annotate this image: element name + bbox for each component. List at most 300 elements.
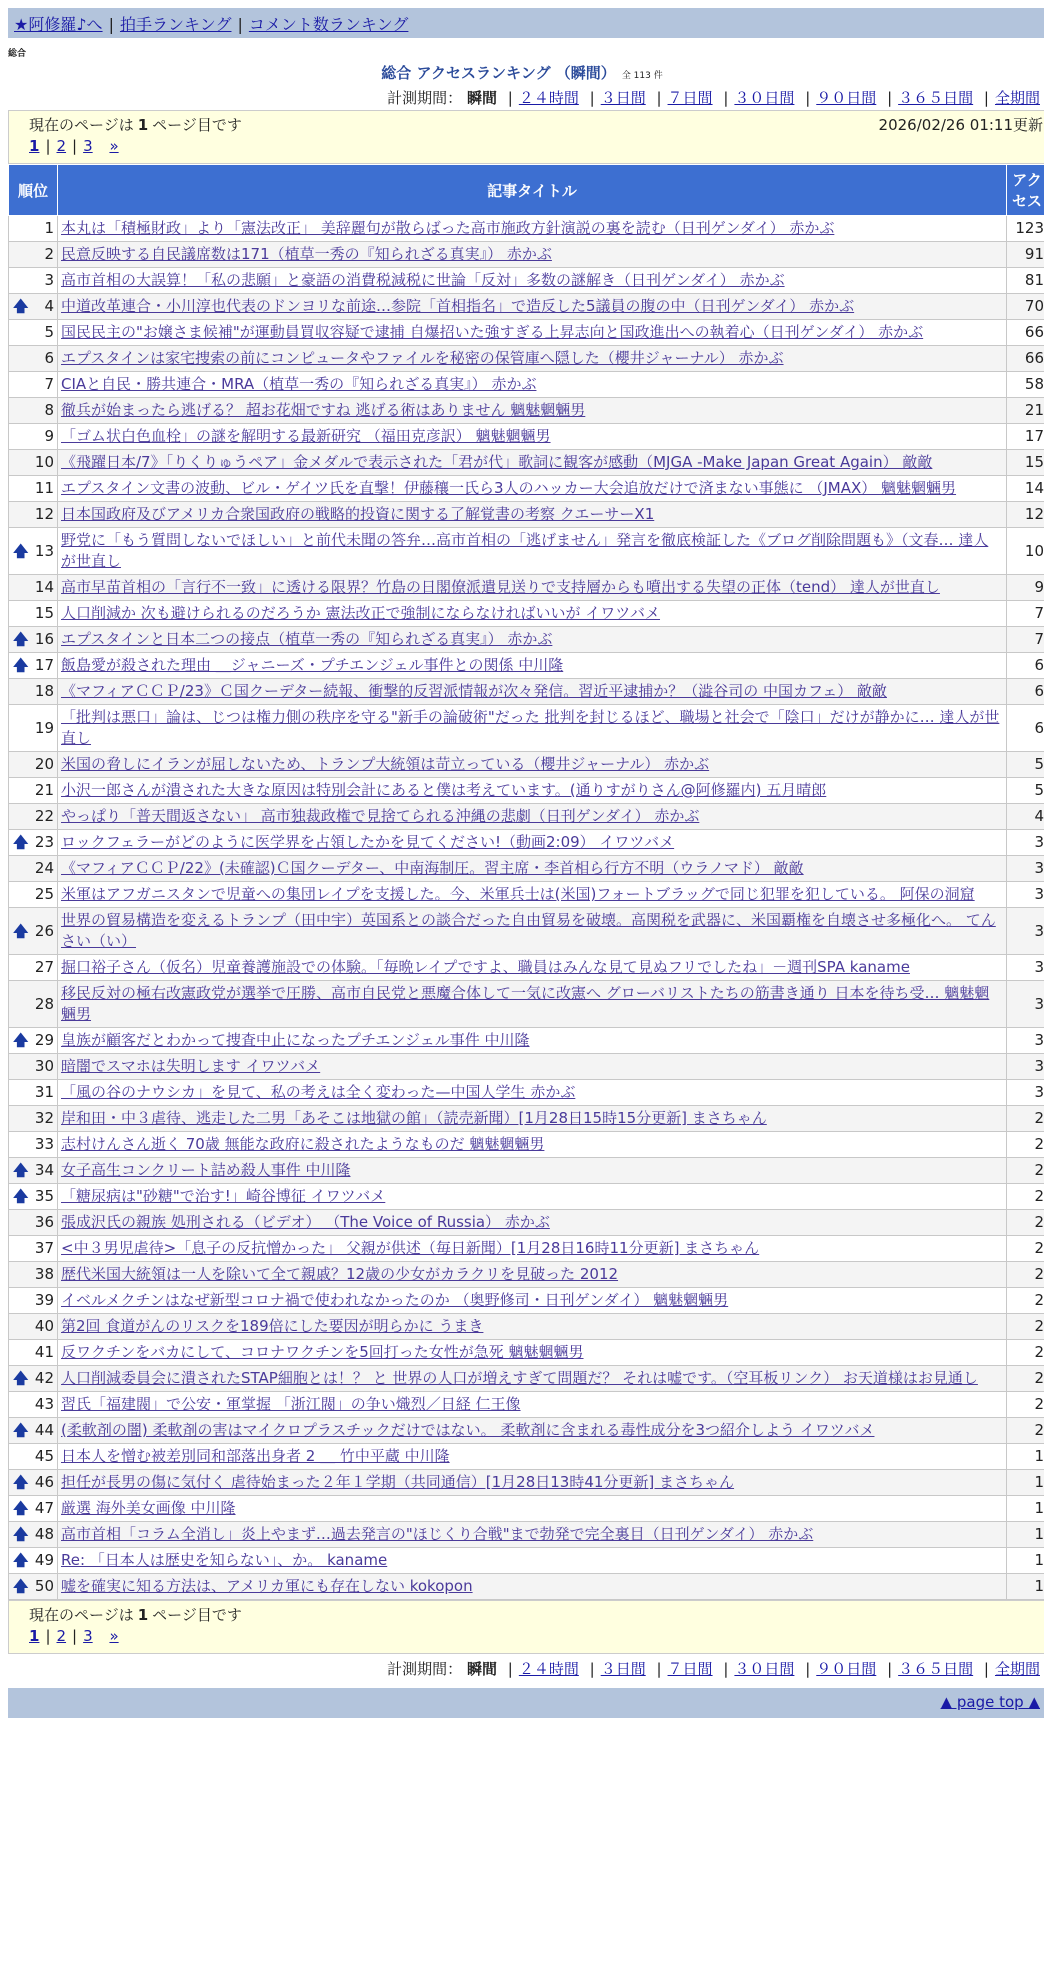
rank-up-arrow-icon: 🡅: [13, 1187, 29, 1205]
table-row: [9, 1054, 1044, 1080]
period-link-7d[interactable]: ７日間: [667, 89, 713, 107]
rank-cell: [9, 1418, 58, 1444]
rank-cell: [9, 955, 58, 981]
rank-cell: [9, 294, 58, 320]
access-count: 6: [1007, 679, 1044, 705]
rank-number: 23: [34, 833, 54, 851]
access-count: 81: [1007, 268, 1044, 294]
page-link-2[interactable]: 2: [56, 137, 67, 155]
access-count: 2: [1007, 1262, 1044, 1288]
rank-number: 25: [34, 885, 54, 903]
article-link[interactable]: (柔軟剤の闇) 柔軟剤の害はマイクロプラスチックだけではない。 柔軟剤に含まれる毒性成分を3つ紹介しよう イワツバメ: [61, 1421, 875, 1439]
title-cell: [58, 705, 1007, 752]
table-row: [9, 528, 1044, 575]
rank-cell: [9, 424, 58, 450]
table-row: [9, 1158, 1044, 1184]
rank-number: 28: [34, 994, 54, 1013]
rank-cell: [9, 830, 58, 856]
nav-separator: |: [237, 15, 243, 34]
article-link[interactable]: CIAと自民・勝共連合・MRA（植草一秀の『知られざる真実』） 赤かぶ: [61, 375, 537, 393]
access-count: 2: [1007, 1158, 1044, 1184]
clap-ranking-link[interactable]: 拍手ランキング: [119, 15, 232, 34]
article-link[interactable]: 「風の谷のナウシカ」を見て、私の考えは全く変わった—中国人学生 赤かぶ: [61, 1083, 576, 1101]
rank-up-arrow-icon: 🡅: [13, 541, 29, 560]
article-link[interactable]: 《マフィアＣＣＰ/22》(未確認)Ｃ国クーデター、中南海制圧。習主席・李首相ら行方不明（ウラノマド） 敵敵: [61, 859, 804, 877]
title-cell: [58, 575, 1007, 601]
access-count: 2: [1007, 1418, 1044, 1444]
rank-cell: [9, 476, 58, 502]
rank-up-arrow-icon: 🡅: [13, 1031, 29, 1049]
article-link[interactable]: 《飛躍日本/7》「りくりゅうペア」金メダルで表示された「君が代」歌詞に観客が感動（MJGA -Make Japan Great Again） 敵敵: [61, 453, 933, 471]
rank-number: 30: [34, 1057, 54, 1075]
article-link[interactable]: 野党に「もう質問しないでほしい」と前代未聞の答弁…高市首相の「逃げません」発言を徹底検証した《ブログ削除問題も》（文春… 達人が世直し: [61, 531, 989, 570]
title-cell: [58, 1496, 1007, 1522]
period-link-365d[interactable]: ３６５日間: [898, 89, 974, 107]
article-link[interactable]: 米軍はアフガニスタンで児童への集団レイプを支援した。今、米軍兵士は(米国)フォートブラッグで同じ犯罪を犯している。 阿保の洞窟: [61, 885, 975, 903]
rank-number: 7: [44, 375, 54, 393]
rank-cell: [9, 778, 58, 804]
rank-number: 16: [34, 630, 54, 648]
table-row: [9, 882, 1044, 908]
title-cell: [58, 778, 1007, 804]
access-count: 70: [1007, 294, 1044, 320]
title-cell: [58, 955, 1007, 981]
rank-column-header: 順位: [9, 165, 58, 216]
article-link[interactable]: 嘘を確実に知る方法は、アメリカ軍にも存在しない kokopon: [61, 1577, 473, 1595]
rank-cell: [9, 882, 58, 908]
access-count: 5: [1007, 752, 1044, 778]
article-link[interactable]: 掘口裕子さん（仮名）児童養護施設での体験。「毎晩レイプですよ、職員はみんな見て見ぬフリでしたね」－週刊SPA kaname: [61, 958, 910, 976]
access-count: 3: [1007, 955, 1044, 981]
table-row: [9, 268, 1044, 294]
table-row: [9, 1184, 1044, 1210]
access-count: 2: [1007, 1236, 1044, 1262]
page-title: [0, 62, 1044, 83]
rank-up-arrow-icon: 🡅: [13, 1161, 29, 1179]
title-cell: [58, 653, 1007, 679]
table-row: [9, 1522, 1044, 1548]
rank-number: 38: [34, 1265, 54, 1283]
table-row: [9, 627, 1044, 653]
rank-number: 15: [34, 604, 54, 622]
rank-cell: [9, 653, 58, 679]
period-link-7d[interactable]: ７日間: [667, 1660, 713, 1678]
page-link-next[interactable]: »: [109, 1627, 119, 1645]
access-count: 3: [1007, 1028, 1044, 1054]
rank-up-arrow-icon: 🡅: [13, 1421, 29, 1439]
access-count: 3: [1007, 1080, 1044, 1106]
article-link[interactable]: 国民民主の"お嬢さま候補"が運動員買収容疑で逮捕 自爆招いた強すぎる上昇志向と国政進出への執着心（日刊ゲンダイ） 赤かぶ: [61, 323, 924, 341]
title-cell: [58, 908, 1007, 955]
access-count: 6: [1007, 705, 1044, 752]
table-row: [9, 908, 1044, 955]
title-cell: [58, 1080, 1007, 1106]
access-count: 2: [1007, 1366, 1044, 1392]
rank-number: 22: [34, 807, 54, 825]
title-cell: [58, 1366, 1007, 1392]
table-row: [9, 320, 1044, 346]
rank-up-arrow-icon: 🡅: [13, 921, 29, 940]
page-link-3[interactable]: 3: [83, 137, 93, 155]
rank-cell: [9, 1444, 58, 1470]
title-cell: [58, 1288, 1007, 1314]
access-count: 3: [1007, 981, 1044, 1028]
access-count: 3: [1007, 830, 1044, 856]
rank-number: 47: [34, 1499, 54, 1517]
bottom-bar: [8, 1688, 1044, 1718]
article-link[interactable]: 日本人を憎む被差別同和部落出身者 2 ＿ 竹中平蔵 中川隆: [61, 1447, 450, 1465]
title-cell: [58, 372, 1007, 398]
title-column-header: 記事タイトル: [58, 165, 1007, 216]
page-link-current[interactable]: 1: [29, 1627, 40, 1645]
table-header-row: [9, 165, 1044, 216]
page-top-link[interactable]: ▲ page top ▲: [940, 1693, 1040, 1711]
period-link-30d[interactable]: ３０日間: [734, 89, 795, 107]
page-status-top: [8, 110, 1044, 164]
rank-number: 13: [34, 541, 54, 560]
rank-number: 36: [34, 1213, 54, 1231]
article-link[interactable]: 習氏「福建閥」で公安・軍掌握 「浙江閥」の争い熾烈／日経 仁王像: [61, 1395, 521, 1413]
rank-up-arrow-icon: 🡅: [13, 656, 29, 674]
access-count: 1: [1007, 1548, 1044, 1574]
access-count: 1: [1007, 1496, 1044, 1522]
rank-cell: [9, 268, 58, 294]
rank-cell: [9, 1574, 58, 1600]
access-count: 3: [1007, 882, 1044, 908]
rank-number: 21: [34, 781, 54, 799]
title-cell: [58, 752, 1007, 778]
rank-cell: [9, 705, 58, 752]
comment-ranking-link[interactable]: コメント数ランキング: [248, 15, 409, 34]
table-row: [9, 804, 1044, 830]
article-link[interactable]: 志村けんさん逝く 70歳 無能な政府に殺されたようなものだ 魑魅魍魎男: [61, 1135, 545, 1153]
table-row: [9, 601, 1044, 627]
rank-number: 50: [34, 1577, 54, 1595]
title-cell: [58, 1340, 1007, 1366]
period-link-all[interactable]: 全期間: [994, 1660, 1040, 1678]
rank-cell: [9, 601, 58, 627]
rank-cell: [9, 528, 58, 575]
rank-cell: [9, 1080, 58, 1106]
table-row: [9, 1340, 1044, 1366]
table-row: [9, 679, 1044, 705]
article-link[interactable]: 中道改革連合・小川淳也代表のドンヨリな前途…参院「首相指名」で造反した5議員の腹の中（日刊ゲンダイ） 赤かぶ: [61, 297, 855, 315]
period-selector-bottom: 計測期間： 瞬間 | ２４時間 | ３日間 | ７日間 | ３０日間 | ９０日間 | ３６５日間 | 全期間: [387, 1660, 1040, 1678]
total-count: 全 113 件: [621, 71, 663, 81]
rank-cell: [9, 320, 58, 346]
rank-number: 35: [34, 1187, 54, 1205]
rank-number: 26: [34, 921, 54, 940]
access-count: 2: [1007, 1210, 1044, 1236]
table-row: [9, 502, 1044, 528]
rank-cell: [9, 1054, 58, 1080]
rank-cell: [9, 908, 58, 955]
title-cell: [58, 1574, 1007, 1600]
title-cell: [58, 830, 1007, 856]
table-row: [9, 1288, 1044, 1314]
article-link[interactable]: 「ゴム状白色血栓」の謎を解明する最新研究 （福田克彦訳） 魑魅魍魎男: [61, 427, 551, 445]
title-cell: [58, 1470, 1007, 1496]
title-cell: [58, 1444, 1007, 1470]
rank-cell: [9, 502, 58, 528]
rank-number: 5: [44, 323, 54, 341]
table-row: [9, 242, 1044, 268]
article-link[interactable]: 反ワクチンをバカにして、コロナワクチンを5回打った女性が急死 魑魅魍魎男: [61, 1343, 584, 1361]
table-row: [9, 1574, 1044, 1600]
rank-up-arrow-icon: 🡅: [13, 1551, 29, 1569]
article-link[interactable]: 徹兵が始まったら逃げる？ 超お花畑ですね 逃げる術はありません 魑魅魍魎男: [61, 401, 586, 419]
title-cell: [58, 476, 1007, 502]
article-link[interactable]: Re: 「日本人は歴史を知らない」、か。 kaname: [61, 1551, 388, 1569]
title-cell: [58, 398, 1007, 424]
access-count: 3: [1007, 908, 1044, 955]
article-link[interactable]: 張成沢氏の親族 処刑される（ビデオ） （The Voice of Russia） 赤かぶ: [61, 1213, 550, 1231]
table-row: [9, 1366, 1044, 1392]
rank-number: 33: [34, 1135, 54, 1153]
access-count: 7: [1007, 627, 1044, 653]
rank-cell: [9, 1236, 58, 1262]
rank-up-arrow-icon: 🡅: [13, 1473, 29, 1491]
table-row: [9, 1496, 1044, 1522]
article-link[interactable]: 小沢一郎さんが潰された大きな原因は特別会計にあると僕は考えています。(通りすがりさん@阿修羅内) 五月晴郎: [61, 781, 827, 799]
rank-cell: [9, 242, 58, 268]
article-link[interactable]: 高市早苗首相の「言行不一致」に透ける限界？竹島の日閣僚派遣見送りで支持層からも噴出する失望の正体（tend） 達人が世直し: [61, 578, 940, 596]
table-row: [9, 1262, 1044, 1288]
rank-cell: [9, 1496, 58, 1522]
rank-cell: [9, 398, 58, 424]
access-count: 1: [1007, 1444, 1044, 1470]
rank-cell: [9, 1340, 58, 1366]
title-cell: [58, 1262, 1007, 1288]
title-cell: [58, 268, 1007, 294]
title-cell: [58, 1184, 1007, 1210]
ranking-title: 総合 アクセスランキング （瞬間）: [381, 64, 616, 82]
page-link-current[interactable]: 1: [29, 137, 40, 155]
article-link[interactable]: 民意反映する自民議席数は171（植草一秀の『知られざる真実』） 赤かぶ: [61, 245, 552, 263]
table-row: [9, 424, 1044, 450]
period-label: 計測期間：: [387, 89, 463, 107]
article-link[interactable]: 岸和田・中３虐待、逃走した二男「あそこは地獄の館」（読売新聞）[1月28日15時15分更新] まさちゃん: [61, 1109, 767, 1127]
table-row: [9, 1132, 1044, 1158]
table-row: [9, 1080, 1044, 1106]
article-link[interactable]: 歴代米国大統領は一人を除いて全て親戚？12歳の少女がカラクリを見破った 2012: [61, 1265, 619, 1283]
title-cell: [58, 424, 1007, 450]
ranking-table: [8, 164, 1044, 1600]
current-page-text: 現在のページは 1 ページ目です: [29, 1606, 242, 1624]
rank-cell: [9, 1158, 58, 1184]
title-cell: [58, 882, 1007, 908]
table-row: [9, 653, 1044, 679]
period-link-24h[interactable]: ２４時間: [518, 1660, 579, 1678]
access-count: 2: [1007, 1314, 1044, 1340]
title-cell: [58, 320, 1007, 346]
title-cell: [58, 1522, 1007, 1548]
article-link[interactable]: 「批判は悪口」論は、じつは権力側の秩序を守る"新手の論破術"だった 批判を封じるほど、職場と社会で「陰口」だけが静かに… 達人が世直し: [61, 708, 1000, 747]
access-count: 3: [1007, 856, 1044, 882]
rank-cell: [9, 981, 58, 1028]
rank-number: 48: [34, 1525, 54, 1543]
period-link-3d[interactable]: ３日間: [600, 89, 646, 107]
title-cell: [58, 1314, 1007, 1340]
pagination-top: 1 | 2 | 3 »: [29, 137, 119, 155]
title-cell: [58, 856, 1007, 882]
access-count: 2: [1007, 1132, 1044, 1158]
rank-cell: [9, 1470, 58, 1496]
rank-up-arrow-icon: 🡅: [13, 297, 29, 315]
rank-cell: [9, 856, 58, 882]
rank-cell: [9, 752, 58, 778]
period-link-30d[interactable]: ３０日間: [734, 1660, 795, 1678]
home-link[interactable]: ★阿修羅♪へ: [14, 15, 103, 34]
article-link[interactable]: 米国の脅しにイランが屈しないため、トランプ大統領は苛立っている（櫻井ジャーナル） 赤かぶ: [61, 755, 710, 773]
table-row: [9, 1106, 1044, 1132]
period-selector-top: 計測期間： 瞬間 | ２４時間 | ３日間 | ７日間 | ３０日間 | ９０日間 | ３６５日間 | 全期間: [387, 89, 1040, 107]
table-row: [9, 778, 1044, 804]
rank-number: 12: [34, 505, 54, 523]
table-row: [9, 1444, 1044, 1470]
title-cell: [58, 346, 1007, 372]
article-link[interactable]: 本丸は「積極財政」より「憲法改正」 美辞麗句が散らばった高市施政方針演説の裏を読む（日刊ゲンダイ） 赤かぶ: [61, 219, 835, 237]
table-row: [9, 1314, 1044, 1340]
top-nav-bar: [8, 8, 1044, 38]
rank-number: 37: [34, 1239, 54, 1257]
rank-number: 10: [34, 453, 54, 471]
article-link[interactable]: エプスタイン文書の波動、ビル・ゲイツ氏を直撃！伊藤穰一氏ら3人のハッカー大会追放だけで済まない事態に （JMAX） 魑魅魍魎男: [61, 479, 957, 497]
access-count: 3: [1007, 1054, 1044, 1080]
title-cell: [58, 1210, 1007, 1236]
article-link[interactable]: 高市首相「コラム全消し」炎上やまず…過去発言の"ほじくり合戦"まで勃発で完全裏目（日刊ゲンダイ） 赤かぶ: [61, 1525, 814, 1543]
article-link[interactable]: エプスタインは家宅捜索の前にコンピュータやファイルを秘密の保管庫へ隠した（櫻井ジャーナル） 赤かぶ: [61, 349, 784, 367]
title-cell: [58, 1054, 1007, 1080]
title-cell: [58, 1028, 1007, 1054]
table-row: [9, 1470, 1044, 1496]
article-link[interactable]: ロックフェラーがどのように医学界を占領したかを見てください!（動画2:09） イワツバメ: [61, 833, 675, 851]
article-link[interactable]: <中３男児虐待>「息子の反抗憎かった」 父親が供述（毎日新聞）[1月28日16時11分更新] まさちゃん: [61, 1239, 760, 1257]
rank-number: 24: [34, 859, 54, 877]
article-link[interactable]: 皇族が顧客だとわかって捜査中止になったプチエンジェル事件 中川隆: [61, 1031, 530, 1049]
rank-up-arrow-icon: 🡅: [13, 630, 29, 648]
article-link[interactable]: 担任が長男の傷に気付く 虐待始まった２年１学期（共同通信）[1月28日13時41分更新] まさちゃん: [61, 1473, 735, 1491]
pagination-bottom: 1 | 2 | 3 »: [29, 1627, 119, 1645]
updated-timestamp: 2026/02/26 01:11更新: [878, 116, 1043, 134]
rank-up-arrow-icon: 🡅: [13, 833, 29, 851]
article-link[interactable]: 日本国政府及びアメリカ合衆国政府の戦略的投資に関する了解覚書の考察 クエーサーX1: [61, 505, 655, 523]
rank-number: 31: [34, 1083, 54, 1101]
table-row: [9, 294, 1044, 320]
rank-number: 20: [34, 755, 54, 773]
access-column-header: アクセス: [1007, 165, 1044, 216]
period-link-365d[interactable]: ３６５日間: [898, 1660, 974, 1678]
access-count: 1: [1007, 1574, 1044, 1600]
period-link-24h[interactable]: ２４時間: [518, 89, 579, 107]
access-count: 123: [1007, 216, 1044, 242]
access-count: 1: [1007, 1470, 1044, 1496]
access-count: 66: [1007, 346, 1044, 372]
rank-number: 17: [34, 656, 54, 674]
title-cell: [58, 1418, 1007, 1444]
rank-number: 11: [34, 479, 54, 497]
rank-cell: [9, 1288, 58, 1314]
table-row: [9, 955, 1044, 981]
current-page-text: 現在のページは 1 ページ目です: [29, 116, 242, 134]
rank-up-arrow-icon: 🡅: [13, 1525, 29, 1543]
article-link[interactable]: 第2回 食道がんのリスクを189倍にした要因が明らかに うまき: [61, 1317, 484, 1335]
article-link[interactable]: 移民反対の極右改憲政党が選挙で圧勝、高市自民党と悪魔合体して一気に改憲へ グローバリストたちの筋書き通り 日本を待ち受… 魑魅魍魎男: [61, 984, 990, 1023]
rank-cell: [9, 575, 58, 601]
title-cell: [58, 1392, 1007, 1418]
article-link[interactable]: 「糖尿病は"砂糖"で治す!」崎谷博征 イワツバメ: [61, 1187, 386, 1205]
article-link[interactable]: 人口削減委員会に潰されたSTAP細胞とは！？ と 世界の人口が増えすぎて問題だ？ それは嘘です。（空耳板リンク） お天道様はお見通し: [61, 1369, 978, 1387]
article-link[interactable]: やっぱり「普天間返さない」 高市独裁政権で見捨てられる沖縄の悲劇（日刊ゲンダイ） 赤かぶ: [61, 807, 700, 825]
rank-cell: [9, 1132, 58, 1158]
table-row: [9, 1548, 1044, 1574]
table-row: [9, 216, 1044, 242]
title-cell: [58, 804, 1007, 830]
title-cell: [58, 627, 1007, 653]
access-count: 12: [1007, 502, 1044, 528]
table-row: [9, 1210, 1044, 1236]
rank-number: 2: [44, 245, 54, 263]
rank-cell: [9, 346, 58, 372]
rank-cell: [9, 1262, 58, 1288]
rank-number: 32: [34, 1109, 54, 1127]
rank-number: 46: [34, 1473, 54, 1491]
article-link[interactable]: 飯島愛が殺された理由 ＿ジャニーズ・プチエンジェル事件との関係 中川隆: [61, 656, 564, 674]
rank-cell: [9, 1028, 58, 1054]
article-link[interactable]: 世界の貿易構造を変えるトランプ（田中宇）英国系との談合だった自由貿易を破壊。高関税を武器に、米国覇権を自壊させ多極化へ。 てんさい（い）: [61, 911, 996, 950]
article-link[interactable]: 高市首相の大誤算！「私の悲願」と豪語の消費税減税に世論「反対」多数の謎解き（日刊ゲンダイ） 赤かぶ: [61, 271, 785, 289]
article-link[interactable]: 《マフィアＣＣＰ/23》Ｃ国クーデター続報、衝撃的反習派情報が次々発信。習近平逮捕か？（澁谷司の 中国カフェ） 敵敵: [61, 682, 887, 700]
rank-up-arrow-icon: 🡅: [13, 1499, 29, 1517]
rank-cell: [9, 450, 58, 476]
article-link[interactable]: 暗闇でスマホは失明します イワツバメ: [61, 1057, 321, 1075]
rank-cell: [9, 1366, 58, 1392]
access-count: 58: [1007, 372, 1044, 398]
article-link[interactable]: エプスタインと日本二つの接点（植草一秀の『知られざる真実』） 赤かぶ: [61, 630, 553, 648]
rank-up-arrow-icon: 🡅: [13, 1577, 29, 1595]
period-link-all[interactable]: 全期間: [994, 89, 1040, 107]
title-cell: [58, 679, 1007, 705]
access-count: 6: [1007, 653, 1044, 679]
table-row: [9, 1236, 1044, 1262]
article-link[interactable]: イベルメクチンはなぜ新型コロナ禍で使われなかったのか （奥野修司・日刊ゲンダイ） 魑魅魍魎男: [61, 1291, 729, 1309]
title-cell: [58, 242, 1007, 268]
period-link-3d[interactable]: ３日間: [600, 1660, 646, 1678]
ranking-rows: [9, 216, 1044, 1600]
period-label: 計測期間：: [387, 1660, 463, 1678]
access-count: 2: [1007, 1392, 1044, 1418]
title-cell: [58, 450, 1007, 476]
period-link-90d[interactable]: ９０日間: [816, 1660, 877, 1678]
article-link[interactable]: 人口削減か 次も避けられるのだろうか 憲法改正で強制にならなければいいが イワツバメ: [61, 604, 661, 622]
period-link-90d[interactable]: ９０日間: [816, 89, 877, 107]
access-count: 2: [1007, 1184, 1044, 1210]
title-cell: [58, 1158, 1007, 1184]
page-link-3[interactable]: 3: [83, 1627, 93, 1645]
page-link-next[interactable]: »: [109, 137, 119, 155]
access-count: 91: [1007, 242, 1044, 268]
table-row: [9, 575, 1044, 601]
access-count: 2: [1007, 1340, 1044, 1366]
page-link-2[interactable]: 2: [56, 1627, 67, 1645]
article-link[interactable]: 女子高生コンクリート詰め殺人事件 中川隆: [61, 1161, 351, 1179]
rank-number: 4: [44, 297, 54, 315]
title-cell: [58, 528, 1007, 575]
article-link[interactable]: 厳選 海外美女画像 中川隆: [61, 1499, 236, 1517]
rank-number: 14: [34, 578, 54, 596]
rank-cell: [9, 804, 58, 830]
access-count: 10: [1007, 528, 1044, 575]
